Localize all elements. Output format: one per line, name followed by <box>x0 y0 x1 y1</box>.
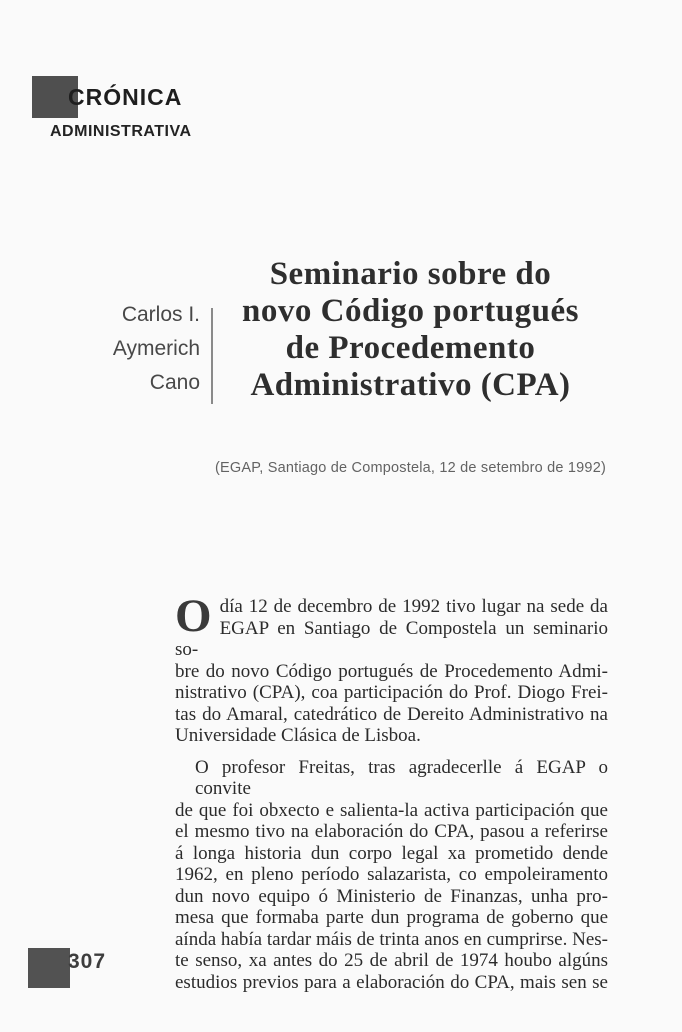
title-block <box>0 256 608 404</box>
kicker-row <box>32 76 192 118</box>
text-line: á longa historia dun corpo legal xa prometido dende <box>175 842 608 864</box>
drop-cap: O <box>175 590 212 642</box>
paragraph <box>175 757 608 994</box>
author-name <box>0 298 200 404</box>
text-line: mesa que formaba parte dun programa de goberno que <box>175 907 608 928</box>
text-line: 1962, en pleno período salazarista, co empoleiramento <box>175 864 608 885</box>
text-line: Carlos I. <box>121 303 200 326</box>
article-subtitle: (EGAP, Santiago de Compostela, 12 de setembro de 1992) <box>215 460 606 476</box>
article-body <box>175 590 608 993</box>
paragraph <box>175 590 608 747</box>
text-line: bre do novo Código portugués de Procedemento Admi- <box>175 660 608 682</box>
text-line: aínda había tardar máis de trinta anos en cumprirse. Nes- <box>175 928 608 950</box>
text-line: de que foi obxecto e salienta-la activa participación que <box>175 799 608 821</box>
text-line: Administrativo (CPA) <box>250 367 571 403</box>
text-line: tas do Amaral, catedrático de Dereito Administrativo na <box>175 703 608 725</box>
text-line: Cano <box>149 371 200 394</box>
kicker-title: CRÓNICA <box>68 83 183 110</box>
text-line: de Procedemento <box>285 330 536 366</box>
text-line: nistrativo (CPA), coa participación do Prof. Diogo Frei- <box>175 682 608 703</box>
article-title <box>213 256 608 404</box>
text-line: novo Código portugués <box>242 293 579 329</box>
text-line: O profesor Freitas, tras agradecerlle á EGAP o convite <box>195 756 608 799</box>
text-line: día 12 de decembro de 1992 tivo lugar na sede da <box>219 596 608 617</box>
text-line: dun novo equipo ó Ministerio de Finanzas, unha pro- <box>175 885 608 907</box>
kicker-subtitle: ADMINISTRATIVA <box>50 123 192 140</box>
text-line: Aymerich <box>112 337 200 360</box>
section-header <box>32 76 192 141</box>
text-line: Universidade Clásica de Lisboa. <box>175 725 421 746</box>
footer-square-mark <box>28 948 70 988</box>
text-line: EGAP en Santiago de Compostela un seminario so- <box>175 617 608 660</box>
text-line: estudios previos para a elaboración do CPA, mais sen se <box>175 971 608 993</box>
text-line: Seminario sobre do <box>269 256 552 292</box>
text-line: te senso, xa antes do 25 de abril de 1974 houbo algúns <box>175 950 608 971</box>
page-number: 307 <box>68 950 107 973</box>
page-footer <box>28 948 106 988</box>
text-line: el mesmo tivo na elaboración do CPA, pasou a referirse <box>175 821 608 842</box>
